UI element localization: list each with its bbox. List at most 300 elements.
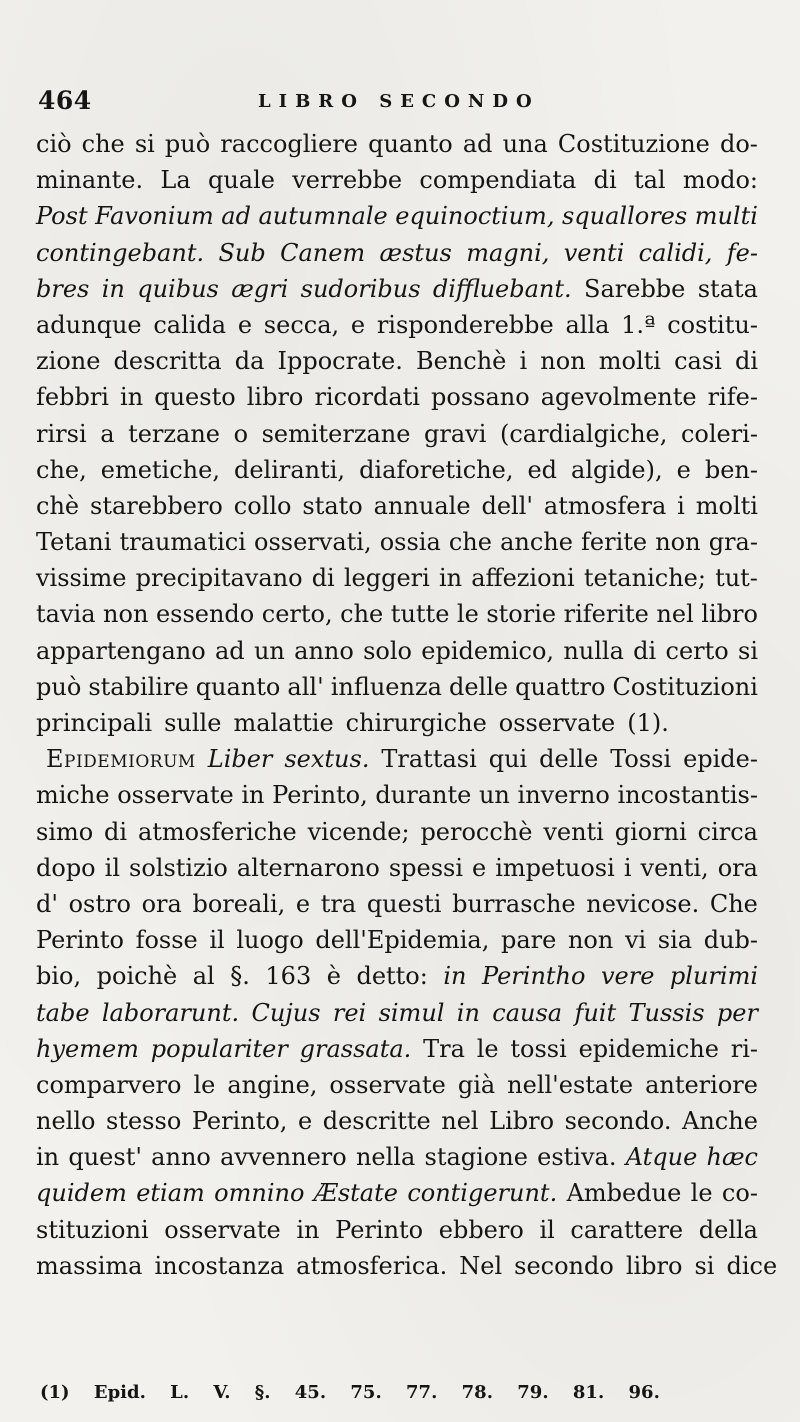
word: nello: [36, 1107, 96, 1136]
word: ad: [214, 636, 245, 665]
word: incostanza: [154, 1251, 285, 1280]
word: e: [237, 310, 253, 339]
word: Æstate: [313, 1179, 398, 1208]
running-title: LIBRO SECONDO: [258, 91, 540, 112]
word: quattro: [515, 672, 606, 701]
word: durante: [375, 781, 472, 810]
word: stesso: [106, 1107, 182, 1136]
footnote-token: Epid.: [93, 1382, 146, 1403]
word: in: [36, 1143, 60, 1172]
word: nel: [656, 600, 694, 629]
word: Sarebbe: [584, 274, 686, 303]
word: che: [81, 130, 125, 158]
word: comparvero: [36, 1070, 182, 1099]
footnote-token: V.: [213, 1382, 231, 1403]
word: un: [253, 636, 285, 665]
word: quanto: [368, 130, 453, 158]
footnote-token: (1): [40, 1382, 70, 1403]
word: epide-: [683, 745, 758, 774]
word: dopo: [36, 853, 96, 882]
word: incostantis-: [617, 781, 758, 810]
word: gra-: [708, 528, 758, 557]
word: di: [734, 347, 758, 376]
word: e: [350, 310, 366, 339]
word: La: [160, 166, 191, 195]
word: avvennero: [220, 1143, 347, 1172]
text-line: [36, 1103, 758, 1139]
word: Atque: [625, 1143, 698, 1172]
word: principali: [36, 709, 153, 737]
word: venti: [563, 238, 625, 267]
word: Tra: [423, 1034, 465, 1063]
word: nevicose.: [586, 889, 700, 918]
text-line: [36, 596, 758, 632]
word: atmosfera: [543, 491, 667, 520]
word: anno: [151, 1143, 211, 1172]
word: Perinto: [36, 926, 124, 955]
word: influenza: [330, 672, 442, 701]
word: può: [36, 672, 82, 701]
text-line: [36, 1175, 758, 1211]
word: multi: [694, 202, 758, 231]
word: annuale: [373, 491, 471, 520]
footnote: [40, 1382, 660, 1403]
word: in: [241, 781, 265, 810]
word: secondo.: [564, 1107, 672, 1136]
text-line: [36, 1212, 758, 1248]
word: Favonium: [95, 202, 214, 231]
text-line: [36, 524, 758, 560]
text-line: [36, 452, 758, 488]
word: miche: [36, 781, 110, 810]
word: tossi: [510, 1034, 567, 1063]
word: di: [633, 636, 657, 665]
word: non: [567, 926, 614, 955]
text-line: [36, 1067, 758, 1103]
word: impetuosi: [495, 853, 615, 882]
footnote-token: 77.: [406, 1382, 438, 1403]
word: molti: [695, 491, 758, 520]
word: in: [296, 1215, 320, 1244]
word: riferite: [563, 600, 649, 629]
word: compendiata: [419, 166, 577, 195]
footnote-token: 81.: [572, 1382, 605, 1403]
word: anno: [294, 636, 354, 665]
word: Costituzioni: [612, 672, 758, 701]
word: rirsi: [36, 419, 87, 448]
text-line: [36, 1139, 758, 1175]
word: diffluebant.: [432, 274, 572, 303]
word: all': [287, 672, 324, 701]
word: traumatici: [119, 528, 246, 557]
word: alternarono: [236, 853, 380, 882]
word: ricordati: [314, 383, 420, 412]
word: starebbero: [90, 491, 223, 520]
word: nella: [355, 1143, 416, 1172]
word: estiva.: [537, 1143, 617, 1172]
word: nulla: [563, 636, 624, 665]
word: omnino: [214, 1179, 305, 1208]
word: vicende;: [307, 817, 410, 846]
word: può: [164, 130, 211, 158]
word: Liber: [207, 745, 273, 774]
word: zione: [36, 347, 101, 376]
word: co-: [721, 1179, 758, 1208]
word: boreali,: [192, 889, 286, 918]
word: per: [716, 998, 758, 1027]
word: quale: [207, 166, 275, 195]
word: Trattasi: [381, 745, 477, 774]
word: equinoctium,: [395, 202, 555, 231]
word: rei: [332, 998, 367, 1027]
word: possano: [431, 383, 530, 412]
word: in: [101, 274, 125, 303]
text-line: [36, 633, 758, 669]
word: si: [738, 636, 758, 665]
word: giorni: [614, 817, 687, 846]
text-line: [36, 814, 758, 850]
word: laborarunt.: [101, 998, 240, 1027]
word: autumnale: [258, 202, 388, 231]
word: dub-: [703, 926, 758, 955]
word: stagione: [424, 1143, 528, 1172]
word: non: [540, 347, 586, 376]
word: diaforetiche,: [359, 455, 514, 484]
word: 1.ª: [621, 310, 656, 339]
text-line: [36, 886, 758, 922]
word: grassata.: [299, 1034, 412, 1063]
word: ad: [221, 202, 251, 231]
word: e: [295, 889, 311, 918]
word: il: [209, 926, 225, 955]
word: agevolmente: [540, 383, 697, 412]
word: Libro: [489, 1107, 555, 1136]
word: algide),: [571, 455, 663, 484]
word: sextus.: [284, 745, 370, 774]
word: non: [655, 528, 701, 557]
page-header: [38, 86, 758, 122]
word: alla: [565, 310, 610, 339]
footnote-token: 78.: [461, 1382, 493, 1403]
word: massima: [36, 1251, 143, 1280]
word: 163: [265, 962, 312, 991]
word: circa: [697, 817, 758, 846]
word: detto:: [356, 962, 428, 991]
word: quest': [68, 1143, 142, 1172]
word: Tetani: [36, 528, 112, 557]
word: Perinto,: [272, 781, 368, 810]
text-line: [36, 560, 758, 596]
footnote-token: 96.: [628, 1382, 660, 1403]
word: delle: [448, 672, 509, 701]
word: dell': [481, 491, 533, 520]
word: ed: [527, 455, 558, 484]
word: Perinto: [335, 1215, 424, 1244]
word: ossia: [379, 528, 441, 557]
word: e: [472, 853, 487, 882]
word: raccogliere: [220, 130, 358, 158]
word: stato: [302, 491, 363, 520]
word: pare: [500, 926, 557, 955]
text-line: [36, 198, 758, 234]
word: gravi: [424, 419, 487, 448]
word: dice: [726, 1251, 778, 1280]
word: dell'Epidemia,: [315, 926, 490, 955]
word: Tussis: [628, 998, 705, 1027]
word: osservate: [498, 709, 616, 737]
word: secca,: [263, 310, 340, 339]
text-line: [36, 705, 758, 741]
word: rife-: [707, 383, 758, 412]
text-line: [36, 922, 758, 958]
word: il: [539, 1215, 555, 1244]
word: terzane: [128, 419, 220, 448]
word: di: [311, 564, 335, 593]
word: tetaniche;: [583, 564, 706, 593]
word: stituzioni: [36, 1215, 149, 1244]
word: verrebbe: [292, 166, 403, 195]
word: inverno: [517, 781, 610, 810]
word: storie: [486, 600, 557, 629]
word: il: [104, 853, 120, 882]
word: populariter: [150, 1034, 288, 1063]
word: bio,: [36, 962, 82, 991]
word: atmosferica.: [296, 1251, 448, 1280]
word: calidi,: [638, 238, 713, 267]
footnote-token: L.: [170, 1382, 190, 1403]
word: sudoribus: [300, 274, 421, 303]
word: magni,: [466, 238, 550, 267]
word: le: [690, 1179, 713, 1208]
word: e: [676, 455, 691, 484]
word: e: [297, 1107, 313, 1136]
word: perocchè: [420, 817, 533, 846]
word: Epidemiorum: [46, 745, 196, 774]
word: di: [104, 817, 128, 846]
word: leggeri: [343, 564, 430, 593]
word: carattere: [570, 1215, 684, 1244]
text-line: [36, 958, 758, 994]
text-line: [36, 379, 758, 415]
word: Perintho: [482, 962, 586, 991]
word: Post: [36, 202, 88, 231]
word: descritta: [113, 347, 222, 376]
word: osservate: [329, 1070, 446, 1099]
word: tal: [633, 166, 666, 195]
page-number: 464: [38, 86, 92, 115]
word: ferite: [581, 528, 648, 557]
footnote-token: §.: [254, 1382, 271, 1403]
footnote-token: 45.: [294, 1382, 327, 1403]
word: burrasche: [452, 889, 576, 918]
word: vere: [600, 962, 655, 991]
word: ciò: [36, 130, 72, 158]
word: deliranti,: [233, 455, 346, 484]
text-line: [36, 777, 758, 813]
word: (cardialgiche,: [499, 419, 668, 448]
text-line: [36, 741, 758, 777]
word: casi: [674, 347, 722, 376]
word: stabilire: [88, 672, 189, 701]
word: plurimi: [669, 962, 758, 991]
word: emetiche,: [100, 455, 220, 484]
word: anteriore: [645, 1070, 758, 1099]
word: chirurgiche: [345, 709, 487, 737]
word: in: [443, 962, 467, 991]
word: etiam: [136, 1179, 205, 1208]
word: affezioni: [471, 564, 575, 593]
word: le: [476, 1034, 499, 1063]
word: in: [120, 383, 144, 412]
text-line: [36, 126, 758, 162]
word: (1).: [627, 709, 669, 737]
word: Sub: [218, 238, 266, 267]
word: ora: [717, 853, 758, 882]
word: precipitavano: [135, 564, 303, 593]
word: descritte: [322, 1107, 431, 1136]
word: squallores: [561, 202, 688, 231]
word: ri-: [730, 1034, 758, 1063]
word: si: [134, 130, 155, 158]
word: o: [233, 419, 249, 448]
word: ægri: [231, 274, 289, 303]
word: certo,: [261, 600, 333, 629]
word: qui: [488, 745, 528, 774]
word: fe-: [726, 238, 758, 267]
text-line: [36, 850, 758, 886]
word: Perinto,: [191, 1107, 288, 1136]
word: simo: [36, 817, 94, 846]
word: epidemiche: [578, 1034, 719, 1063]
word: tutte: [390, 600, 450, 629]
word: venti: [543, 817, 604, 846]
word: Ippocrate.: [277, 347, 403, 376]
word: che,: [36, 455, 87, 484]
word: minante.: [36, 166, 144, 195]
word: Che: [709, 889, 758, 918]
text-line: [36, 162, 758, 198]
footnote-token: 79.: [517, 1382, 549, 1403]
word: Tossi: [610, 745, 672, 774]
word: già: [457, 1070, 496, 1099]
word: æstus: [379, 238, 452, 267]
word: le: [193, 1070, 216, 1099]
word: collo: [233, 491, 292, 520]
word: in: [438, 564, 463, 593]
word: è: [326, 962, 341, 991]
word: hyemem: [36, 1034, 139, 1063]
word: nell'estate: [507, 1070, 634, 1099]
word: i: [677, 491, 685, 520]
word: Anche: [682, 1107, 758, 1136]
word: osservate: [164, 1215, 281, 1244]
word: molti: [598, 347, 661, 376]
word: spessi: [388, 853, 464, 882]
word: angine,: [227, 1070, 318, 1099]
word: i: [519, 347, 528, 376]
word: che: [340, 600, 384, 629]
word: libro: [246, 383, 304, 412]
word: di: [593, 166, 617, 195]
word: ebbero: [438, 1215, 524, 1244]
word: Cujus: [251, 998, 321, 1027]
text-line: [36, 995, 758, 1031]
word: certo: [665, 636, 729, 665]
word: libro: [625, 1251, 683, 1280]
word: d': [36, 889, 58, 918]
word: sia: [657, 926, 693, 955]
text-line: [36, 307, 758, 343]
footnote-token: 75.: [350, 1382, 382, 1403]
word: vi: [624, 926, 647, 955]
word: ad: [462, 130, 493, 158]
word: contigerunt.: [407, 1179, 558, 1208]
word: le: [456, 600, 479, 629]
word: causa: [492, 998, 563, 1027]
word: poichè: [96, 962, 178, 991]
word: tut-: [715, 564, 758, 593]
word: semiterzane: [261, 419, 411, 448]
word: modo:: [682, 166, 758, 195]
word: solo: [363, 636, 412, 665]
word: questo: [154, 383, 236, 412]
word: a: [100, 419, 115, 448]
word: costitu-: [667, 310, 758, 339]
word: libro: [701, 600, 758, 629]
word: simul: [378, 998, 445, 1027]
word: venti,: [640, 853, 709, 882]
word: appartengano: [36, 636, 206, 665]
text-line: [36, 343, 758, 379]
word: chè: [36, 491, 80, 520]
word: bres: [36, 274, 90, 303]
word: solstizio: [129, 853, 228, 882]
word: una: [502, 130, 548, 158]
word: calida: [153, 310, 227, 339]
word: della: [698, 1215, 758, 1244]
word: adunque: [36, 310, 142, 339]
word: do-: [719, 130, 758, 158]
word: quibus: [137, 274, 219, 303]
word: fosse: [135, 926, 198, 955]
word: al: [192, 962, 215, 991]
word: osservati,: [254, 528, 372, 557]
word: anche: [500, 528, 573, 557]
word: hæc: [706, 1143, 758, 1172]
word: epidemico,: [421, 636, 555, 665]
text-line: [36, 416, 758, 452]
text-line: [36, 488, 758, 524]
word: secondo: [514, 1251, 614, 1280]
text-line: [36, 271, 758, 307]
word: febbri: [36, 383, 109, 412]
word: Costituzione: [557, 130, 710, 158]
word: delle: [539, 745, 599, 774]
word: quidem: [36, 1179, 127, 1208]
text-line: [36, 1031, 758, 1067]
word: che: [448, 528, 492, 557]
word: tavia: [36, 600, 96, 629]
word: essendo: [155, 600, 255, 629]
word: i: [623, 853, 632, 882]
word: tabe: [36, 998, 90, 1027]
word: ora: [141, 889, 182, 918]
word: fuit: [574, 998, 617, 1027]
word: un: [478, 781, 510, 810]
word: non: [103, 600, 149, 629]
word: da: [234, 347, 265, 376]
word: ostro: [68, 889, 131, 918]
